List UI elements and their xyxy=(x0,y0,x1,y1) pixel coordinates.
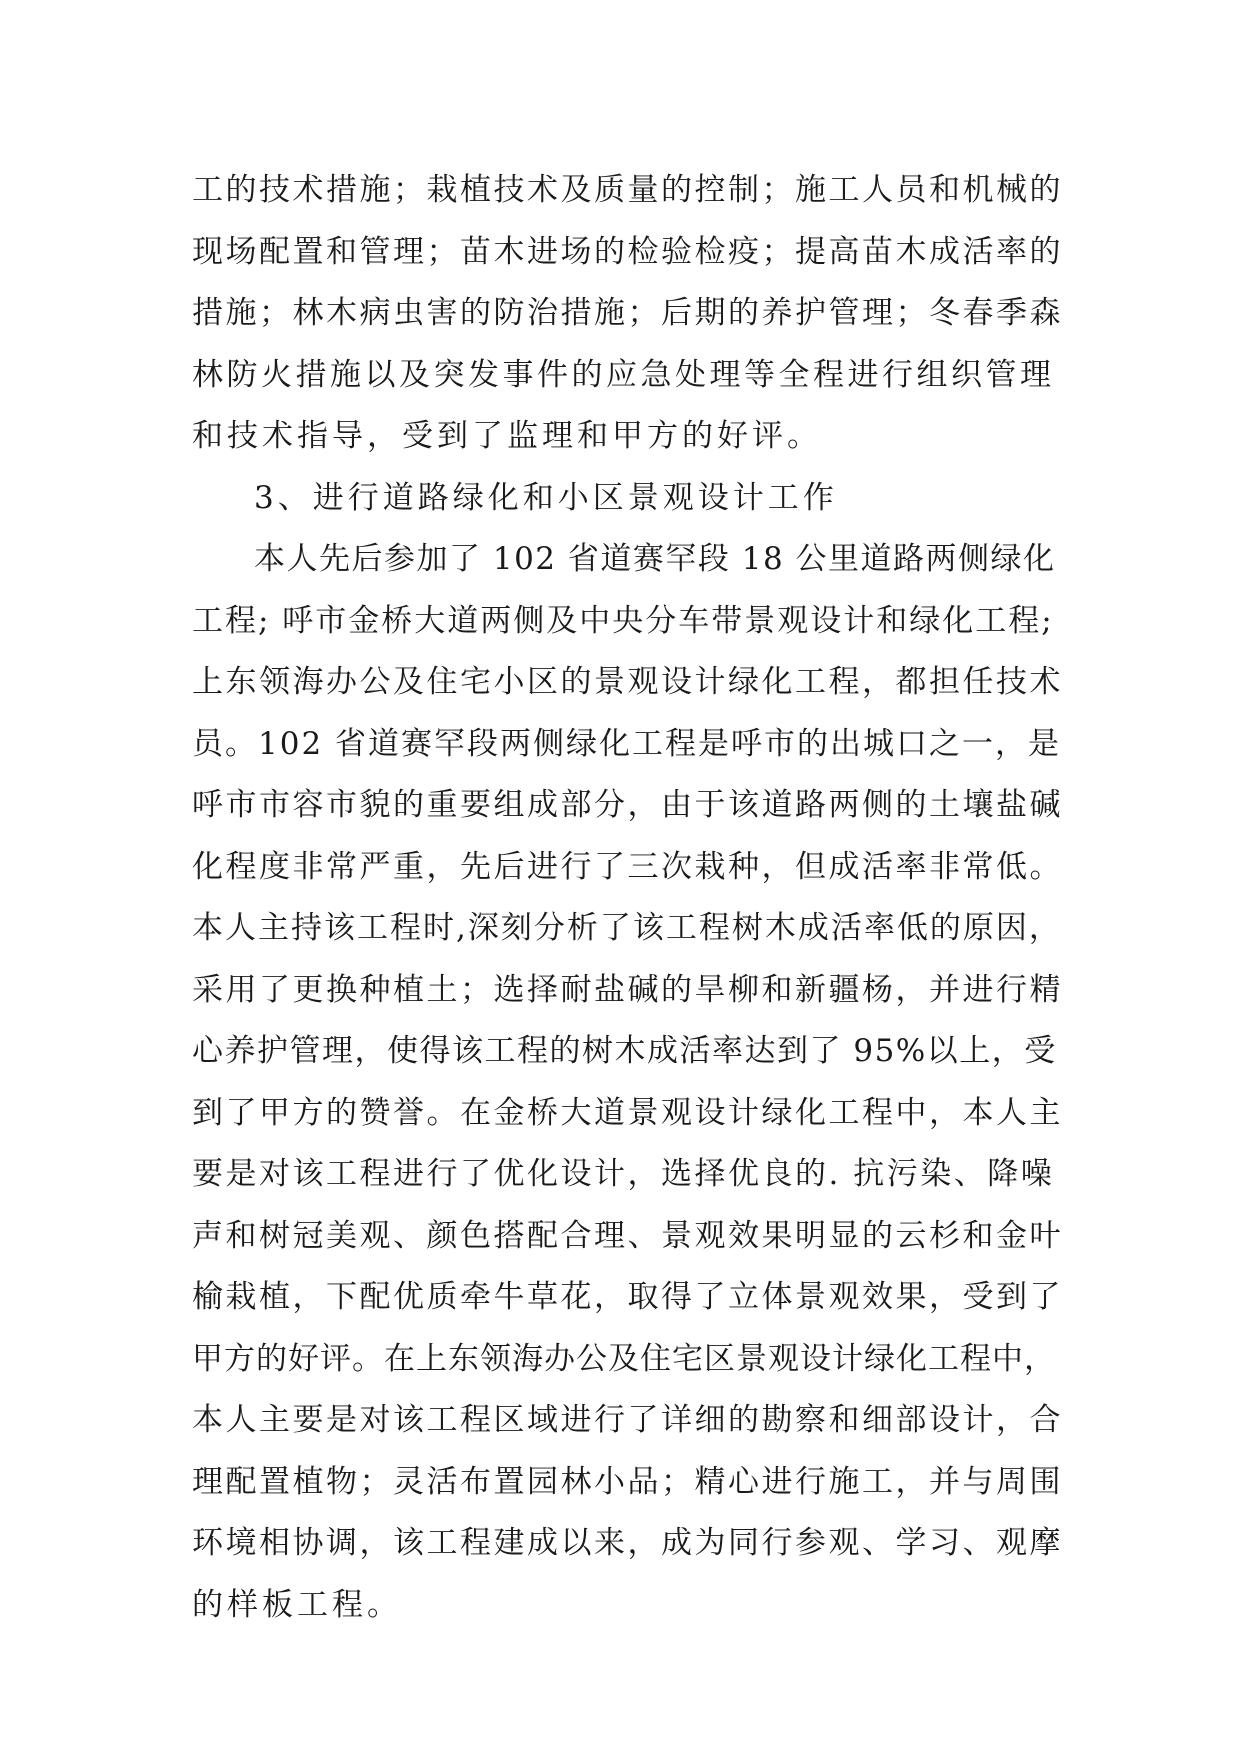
text-line: 采用了更换种植土；选择耐盐碱的旱柳和新疆杨，并进行精 xyxy=(192,971,1063,1008)
text-line: 环境相协调，该工程建成以来，成为同行参观、学习、观摩 xyxy=(192,1525,1063,1561)
text-line: 林防火措施以及突发事件的应急处理等全程进行组织管理 xyxy=(192,356,1055,393)
text-line: 的样板工程。 xyxy=(192,1586,402,1623)
text-line: 3、进行道路绿化和小区景观设计工作 xyxy=(254,479,838,516)
text-line: 要是对该工程进行了优化设计，选择优良的. 抗污染、降噪 xyxy=(192,1156,1055,1192)
text-line: 和技术指导，受到了监理和甲方的好评。 xyxy=(192,418,822,454)
text-line: 本人先后参加了 102 省道赛罕段 18 公里道路两侧绿化 xyxy=(254,541,1056,577)
text-line: 化程度非常严重，先后进行了三次栽种，但成活率非常低。 xyxy=(192,848,1063,885)
text-line: 上东领海办公及住宅小区的景观设计绿化工程，都担任技术 xyxy=(192,664,1063,700)
text-line: 本人主要是对该工程区域进行了详细的勘察和细部设计，合 xyxy=(192,1402,1063,1438)
text-line: 心养护管理，使得该工程的树木成活率达到了 95%以上，受 xyxy=(192,1033,1057,1069)
text-line: 工程; 呼市金桥大道两侧及中央分车带景观设计和绿化工程; xyxy=(192,602,1054,639)
text-line: 措施；林木病虫害的防治措施；后期的养护管理；冬春季森 xyxy=(192,295,1063,331)
text-line: 甲方的好评。在上东领海办公及住宅区景观设计绿化工程中， xyxy=(192,1340,1056,1377)
text-line: 员。102 省道赛罕段两侧绿化工程是呼市的出城口之一，是 xyxy=(192,725,1062,762)
text-line: 本人主持该工程时,深刻分析了该工程树木成活率低的原因， xyxy=(192,910,1062,946)
text-line: 呼市市容市貌的重要组成部分，由于该道路两侧的土壤盐碱 xyxy=(192,787,1063,823)
text-line: 现场配置和管理；苗木进场的检验检疫；提高苗木成活率的 xyxy=(192,233,1063,270)
text-line: 声和树冠美观、颜色搭配合理、景观效果明显的云杉和金叶 xyxy=(192,1217,1063,1254)
body-text xyxy=(192,160,1064,1636)
text-line: 理配置植物；灵活布置园林小品；精心进行施工，并与周围 xyxy=(192,1463,1063,1500)
text-line: 到了甲方的赞誉。在金桥大道景观设计绿化工程中，本人主 xyxy=(192,1094,1063,1131)
text-line: 工的技术措施；栽植技术及质量的控制；施工人员和机械的 xyxy=(192,172,1063,208)
text-line: 榆栽植，下配优质牵牛草花，取得了立体景观效果，受到了 xyxy=(192,1279,1063,1315)
